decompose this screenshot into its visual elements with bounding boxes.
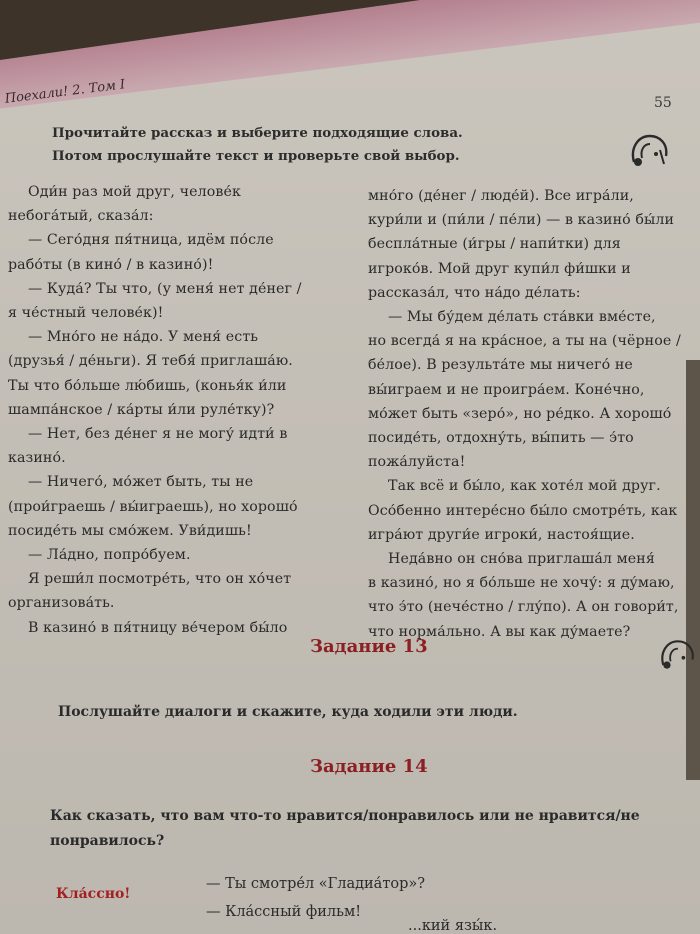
example-line-1: — Ты смотре́л «Гладиа́тор»? [206,876,426,892]
page-number: 55 [654,95,672,111]
story-left-column: Оди́н раз мой друг, челове́к небога́тый, сказа́л: — Сего́дня пя́тница, идём по́сле рабо́ты (в кино́ / в казино́)! — Куда́? Ты что, (у меня́ нет де́нег / я че́стный челове́к)! — Мно́го не на́до. У меня́ есть (друзья́ / де́ньги). Я тебя́ приглаша́ю. Ты что бо́льше лю́бишь, (конья́к и́ли шампа́нское / ка́рты и́ли руле́тку)? — Нет, без де́нег я не могу́ идти́ в казино́. — Ничего́, мо́жет быть, ты не (прои́граешь / вы́играешь), но хорошо́ посиде́ть мы смо́жем. Уви́дишь! — Ла́дно, попро́буем. Я реши́л посмотре́ть, что он хо́чет организова́ть. В казино́ в пя́тницу ве́чером бы́ло [8,184,302,636]
example-label: Кла́ссно! [56,886,131,902]
task14-text: Как сказать, что вам что-то нравится/понравилось или не нравится/не понравилось? [50,808,640,849]
audio-listen-icon [626,128,672,174]
book-title: Поехали! 2. Том I [4,77,126,107]
audio-listen-icon [656,634,698,676]
task13-title: Задание 13 [310,636,428,657]
story-right-column: мно́го (де́нег / люде́й). Все игра́ли, кури́ли и (пи́ли / пе́ли) — в казино́ бы́ли беспла́тные (и́гры / напи́тки) для игроко́в. Мой друг купи́л фи́шки и рассказа́л, что на́до де́лать: — Мы бу́дем де́лать ста́вки вме́сте, но всегда́ я на кра́сное, а ты на (чёрное / бе́лое). В результа́те мы ничего́ не вы́играем и не проигра́ем. Коне́чно, мо́жет быть «зеро́», но ре́дко. А хорошо́ посиде́ть, отдохну́ть, вы́пить — э́то пожа́луйста! Так всё и бы́ло, как хоте́л мой друг. Осо́бенно интере́сно бы́ло смотре́ть, как игра́ют други́е игроки́, настоя́щие. Неда́вно он сно́ва приглаша́л меня́ в казино́, но я бо́льше не хочу́: я ду́маю, что э́то (нече́стно / глу́по). А он говори́т, что норма́льно. А вы как ду́маете? [368,188,681,640]
example-line-3: ...кий язы́к. [408,918,498,934]
task13-text: Послушайте диалоги и скажите, куда ходили эти люди. [58,704,518,720]
page-edge-shadow [686,360,700,780]
task14-title: Задание 14 [310,756,428,777]
reading-instruction: Прочитайте рассказ и выберите подходящие слова. Потом прослушайте текст и проверьте свой выбор. [52,125,463,164]
example-line-2: — Кла́ссный фильм! [206,904,362,920]
page-corner-shadow [0,0,420,60]
